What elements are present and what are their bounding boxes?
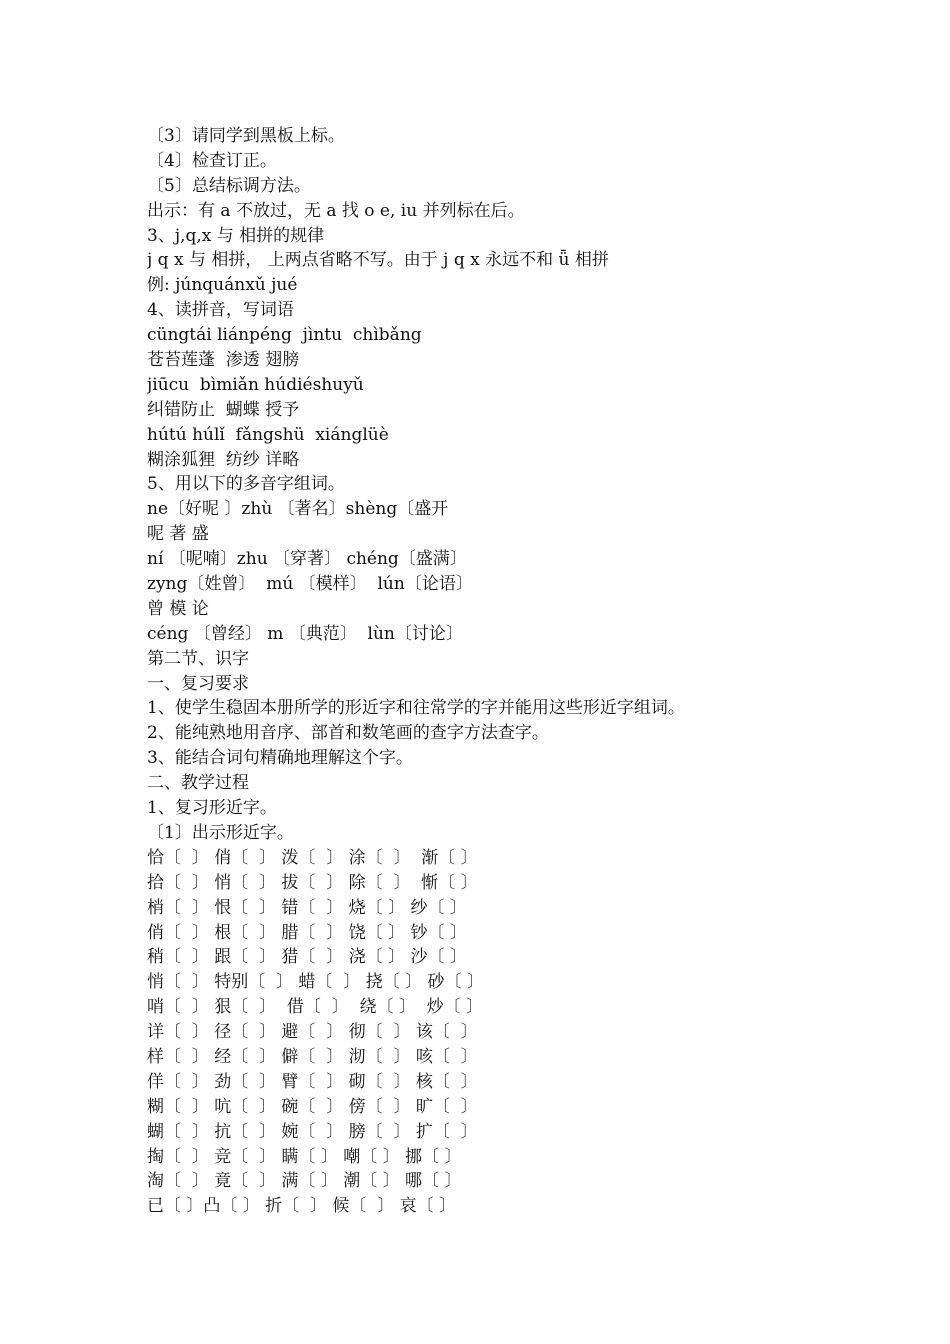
- text-line: hútú húlǐ fǎngshü xiánglüè: [147, 424, 389, 445]
- text-line: 梢〔 〕 恨〔 〕 错〔 〕 烧〔 〕 纱〔 〕: [147, 897, 467, 918]
- text-line: 〔3〕请同学到黑板上标。: [147, 126, 345, 146]
- text-line: 蝴〔 〕 抗〔 〕 婉〔 〕 膀〔 〕 扩〔 〕: [147, 1121, 478, 1142]
- text-line: 曾 模 论: [147, 598, 209, 619]
- text-line: 糊涂狐狸 纺纱 详略: [147, 449, 300, 470]
- text-line: 已〔 〕凸〔 〕 折〔 〕 候〔 〕 哀〔 〕: [147, 1196, 457, 1217]
- text-line: 详〔 〕 径〔 〕 避〔 〕 彻〔 〕 该〔 〕: [147, 1022, 478, 1043]
- text-line: ní 〔呢喃〕zhu 〔穿著〕 chéng〔盛满〕: [147, 549, 467, 570]
- text-line: 2、能纯熟地用音序、部首和数笔画的查字方法查字。: [147, 723, 549, 744]
- text-line: j q x 与 相拼， 上两点省略不写。由于 j q x 永远不和 ǖ 相拼: [147, 250, 609, 271]
- text-line: zyng〔姓曾〕 mú 〔模样〕 lún〔论语〕: [147, 574, 473, 595]
- text-line: 3、j,q,x 与 相拼的规律: [147, 225, 325, 246]
- text-line: 例: júnquánxǔ jué: [147, 275, 298, 296]
- text-line: 5、用以下的多音字组词。: [147, 474, 345, 495]
- text-line: 稍〔 〕 跟〔 〕 猎〔 〕 浇〔 〕 沙〔 〕: [147, 947, 467, 968]
- text-line: 〔1〕出示形近字。: [147, 822, 294, 843]
- text-line: 样〔 〕 经〔 〕 僻〔 〕 沏〔 〕 咳〔 〕: [147, 1046, 478, 1067]
- text-line: 糊〔 〕 吭〔 〕 碗〔 〕 傍〔 〕 旷〔 〕: [147, 1096, 478, 1117]
- text-line: 1、使学生稳固本册所学的形近字和往常学的字并能用这些形近字组词。: [147, 698, 685, 719]
- text-line: 悄〔 〕 特别〔 〕 蜡〔 〕 挠〔 〕 砂〔 〕: [147, 972, 484, 993]
- text-line: 拾〔 〕 悄〔 〕 拔〔 〕 除〔 〕 惭〔 〕: [147, 872, 478, 893]
- text-line: 一、复习要求: [147, 673, 249, 694]
- text-line: 4、读拼音，写词语: [147, 300, 294, 321]
- text-line: jiūcu bìmiǎn húdiéshuyǔ: [147, 374, 364, 395]
- text-line: ne〔好呢 〕zhù 〔著名〕shèng〔盛开: [147, 499, 449, 520]
- text-line: 恰〔 〕 俏〔 〕 泼〔 〕 涂〔 〕 渐〔 〕: [147, 847, 478, 868]
- text-line: 佯〔 〕 劲〔 〕 臂〔 〕 砌〔 〕 核〔 〕: [147, 1071, 478, 1092]
- text-line: 〔5〕总结标调方法。: [147, 175, 311, 196]
- text-line: 出示：有 a 不放过，无 a 找 o e, iu 并列标在后。: [147, 200, 525, 221]
- text-line: 哨〔 〕 狠〔 〕 借〔 〕 绕〔 〕 炒〔 〕: [147, 997, 484, 1018]
- text-line: 掏〔 〕 竞〔 〕 瞒〔 〕 嘲〔 〕 挪〔 〕: [147, 1146, 462, 1167]
- text-line: 第二节、识字: [147, 648, 249, 669]
- text-line: 二、教学过程: [147, 773, 249, 794]
- text-line: 呢 著 盛: [147, 524, 209, 545]
- text-line: 〔4〕检查订正。: [147, 150, 277, 171]
- text-line: 苍苔莲蓬 渗透 翅膀: [147, 350, 300, 371]
- text-line: cüngtái liánpéng jìntu chìbǎng: [147, 325, 422, 346]
- text-line: 3、能结合词句精确地理解这个字。: [147, 748, 413, 769]
- text-line: céng 〔曾经〕 m 〔典范〕 lùn〔讨论〕: [147, 623, 463, 644]
- text-line: 纠错防止 蝴蝶 授予: [147, 399, 300, 420]
- document-body: [147, 124, 887, 1219]
- text-line: 1、复习形近字。: [147, 798, 277, 819]
- text-line: 淘〔 〕 竟〔 〕 满〔 〕 潮〔 〕 哪〔 〕: [147, 1171, 462, 1192]
- text-line: 俏〔 〕 根〔 〕 腊〔 〕 饶〔 〕 钞〔 〕: [147, 922, 467, 943]
